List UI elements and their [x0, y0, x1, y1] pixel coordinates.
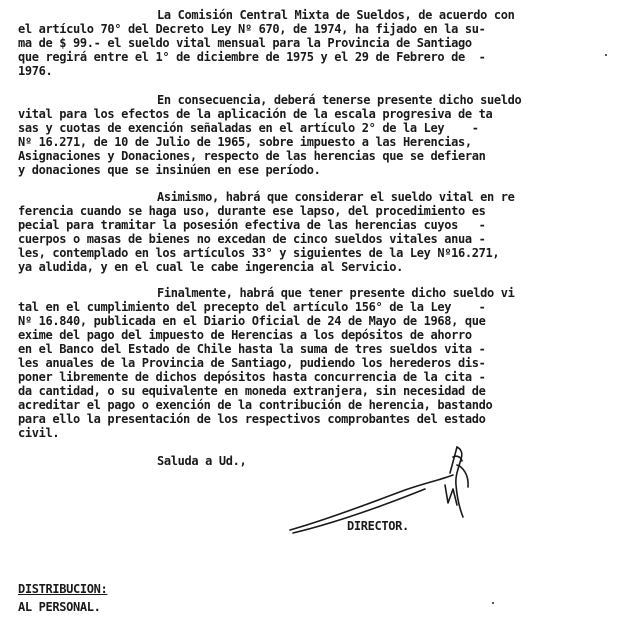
- text-line: vital para los efectos de la aplicación de la escala progresiva de ta: [18, 107, 493, 121]
- text-line: da cantidad, o su equivalente en moneda extranjera, sin necesidad de: [18, 384, 486, 398]
- text-line: para ello la presentación de los respectivos comprobantes del estado: [18, 412, 486, 426]
- text-line: ya aludida, y en el cual le cabe ingerencia al Servicio.: [18, 260, 403, 274]
- distribution-line: AL PERSONAL.: [18, 600, 101, 614]
- text-line: ma de $ 99.- el sueldo vital mensual para la Provincia de Santiago: [18, 36, 472, 50]
- text-line: En consecuencia, deberá tenerse presente dicho sueldo: [157, 93, 522, 107]
- text-line: cuerpos o masas de bienes no excedan de cinco sueldos vitales anua -: [18, 232, 486, 246]
- text-line: Asignaciones y Donaciones, respecto de las herencias que se defieran: [18, 149, 486, 163]
- text-line: acreditar el pago o exención de la contribución de herencia, bastando: [18, 398, 493, 412]
- text-line: Asimismo, habrá que considerar el sueldo vital en re: [157, 190, 515, 204]
- text-line: les anuales de la Provincia de Santiago, pudiendo los herederos dis-: [18, 356, 486, 370]
- text-line: ferencia cuando se haga uso, durante ese lapso, del procedimiento es: [18, 204, 486, 218]
- text-line: civil.: [18, 426, 60, 440]
- text-line: sas y cuotas de exención señaladas en el artículo 2° de la Ley -: [18, 121, 479, 135]
- text-line: el artículo 70° del Decreto Ley Nº 670, de 1974, ha fijado en la su-: [18, 22, 486, 36]
- text-line: Finalmente, habrá que tener presente dicho sueldo vi: [157, 286, 515, 300]
- closing-text: Saluda a Ud.,: [157, 454, 247, 468]
- scan-speck: [605, 54, 607, 56]
- text-line: Nº 16.840, publicada en el Diario Oficial de 24 de Mayo de 1968, que: [18, 314, 486, 328]
- text-line: que regirá entre el 1° de diciembre de 1975 y el 29 de Febrero de -: [18, 50, 486, 64]
- text-line: 1976.: [18, 64, 53, 78]
- text-line: les, contemplado en los artículos 33° y siguientes de la Ley Nº16.271,: [18, 246, 500, 260]
- text-line: pecial para tramitar la posesión efectiva de las herencias cuyos -: [18, 218, 486, 232]
- text-line: en el Banco del Estado de Chile hasta la suma de tres sueldos vita -: [18, 342, 486, 356]
- text-line: poner libremente de dichos depósitos hasta concurrencia de la cita -: [18, 370, 486, 384]
- text-line: La Comisión Central Mixta de Sueldos, de acuerdo con: [157, 8, 515, 22]
- text-line: tal en el cumplimiento del precepto del artículo 156° de la Ley -: [18, 300, 486, 314]
- text-line: Nº 16.271, de 10 de Julio de 1965, sobre impuesto a las Herencias,: [18, 135, 472, 149]
- signatory-title: DIRECTOR.: [347, 519, 409, 533]
- scan-speck: [492, 602, 494, 604]
- distribution-heading: DISTRIBUCION:: [18, 582, 108, 596]
- text-line: y donaciones que se insinúen en ese período.: [18, 163, 321, 177]
- text-line: exime del pago del impuesto de Herencias a los depósitos de ahorro: [18, 328, 472, 342]
